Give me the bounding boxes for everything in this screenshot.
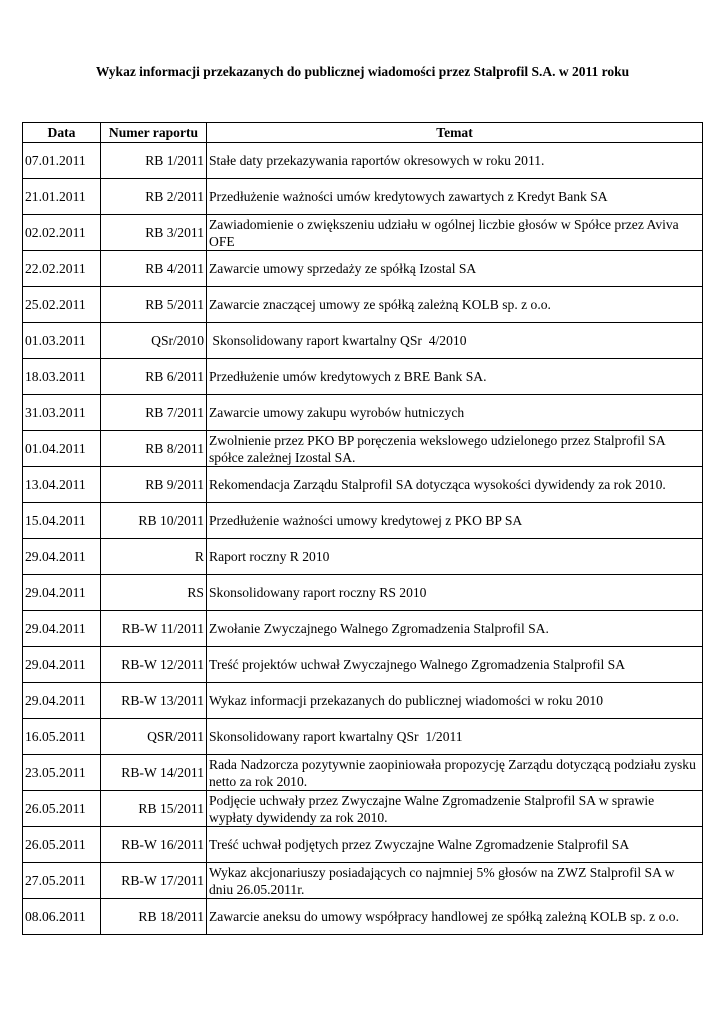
cell-date: 18.03.2011 <box>23 359 101 395</box>
table-row <box>23 683 703 719</box>
cell-date: 29.04.2011 <box>23 683 101 719</box>
cell-number: RB 15/2011 <box>101 791 207 827</box>
cell-topic: Skonsolidowany raport kwartalny QSr 1/2011 <box>207 719 703 755</box>
cell-topic: Zawarcie umowy zakupu wyrobów hutniczych <box>207 395 703 431</box>
table-row <box>23 755 703 791</box>
table-row <box>23 899 703 935</box>
cell-number: RB 9/2011 <box>101 467 207 503</box>
table-header-row <box>23 123 703 143</box>
table-row <box>23 539 703 575</box>
cell-topic: Zawiadomienie o zwiększeniu udziału w ogólnej liczbie głosów w Spółce przez Aviva OFE <box>207 215 703 251</box>
table-row <box>23 647 703 683</box>
cell-topic: Podjęcie uchwały przez Zwyczajne Walne Zgromadzenie Stalprofil SA w sprawie wypłaty dywidendy za rok 2010. <box>207 791 703 827</box>
cell-date: 25.02.2011 <box>23 287 101 323</box>
cell-number: QSR/2011 <box>101 719 207 755</box>
cell-number: RB 10/2011 <box>101 503 207 539</box>
page-title: Wykaz informacji przekazanych do publicznej wiadomości przez Stalprofil S.A. w 2011 roku <box>95 64 630 79</box>
cell-number: RB 2/2011 <box>101 179 207 215</box>
cell-number: RB-W 12/2011 <box>101 647 207 683</box>
table-row <box>23 791 703 827</box>
table-row <box>23 143 703 179</box>
cell-topic: Zwołanie Zwyczajnego Walnego Zgromadzenia Stalprofil SA. <box>207 611 703 647</box>
cell-number: RB 1/2011 <box>101 143 207 179</box>
table-row <box>23 575 703 611</box>
cell-number: RB-W 17/2011 <box>101 863 207 899</box>
table-row <box>23 287 703 323</box>
cell-number: RB 3/2011 <box>101 215 207 251</box>
table-row <box>23 359 703 395</box>
cell-number: RB 5/2011 <box>101 287 207 323</box>
cell-number: RB 4/2011 <box>101 251 207 287</box>
table-row <box>23 323 703 359</box>
cell-date: 27.05.2011 <box>23 863 101 899</box>
cell-number: RS <box>101 575 207 611</box>
table-row <box>23 863 703 899</box>
cell-date: 31.03.2011 <box>23 395 101 431</box>
cell-date: 21.01.2011 <box>23 179 101 215</box>
header-topic: Temat <box>207 123 703 143</box>
cell-topic: Zawarcie znaczącej umowy ze spółką zależną KOLB sp. z o.o. <box>207 287 703 323</box>
table-row <box>23 719 703 755</box>
cell-topic: Zwolnienie przez PKO BP poręczenia wekslowego udzielonego przez Stalprofil SA spółce zależnej Izostal SA. <box>207 431 703 467</box>
cell-date: 23.05.2011 <box>23 755 101 791</box>
table-row <box>23 215 703 251</box>
cell-number: RB 7/2011 <box>101 395 207 431</box>
cell-number: QSr/2010 <box>101 323 207 359</box>
cell-topic: Przedłużenie ważności umów kredytowych zawartych z Kredyt Bank SA <box>207 179 703 215</box>
cell-date: 26.05.2011 <box>23 791 101 827</box>
cell-number: RB 8/2011 <box>101 431 207 467</box>
cell-date: 29.04.2011 <box>23 611 101 647</box>
cell-number: RB-W 13/2011 <box>101 683 207 719</box>
cell-topic: Wykaz akcjonariuszy posiadających co najmniej 5% głosów na ZWZ Stalprofil SA w dniu 26.05.2011r. <box>207 863 703 899</box>
cell-number: R <box>101 539 207 575</box>
cell-date: 29.04.2011 <box>23 539 101 575</box>
header-number: Numer raportu <box>101 123 207 143</box>
cell-topic: Przedłużenie umów kredytowych z BRE Bank SA. <box>207 359 703 395</box>
cell-date: 29.04.2011 <box>23 575 101 611</box>
cell-number: RB-W 16/2011 <box>101 827 207 863</box>
cell-date: 01.04.2011 <box>23 431 101 467</box>
cell-topic: Skonsolidowany raport kwartalny QSr 4/2010 <box>207 323 703 359</box>
cell-topic: Skonsolidowany raport roczny RS 2010 <box>207 575 703 611</box>
table-row <box>23 395 703 431</box>
cell-date: 29.04.2011 <box>23 647 101 683</box>
cell-topic: Przedłużenie ważności umowy kredytowej z PKO BP SA <box>207 503 703 539</box>
reports-table <box>22 122 703 935</box>
header-date: Data <box>23 123 101 143</box>
cell-topic: Treść uchwał podjętych przez Zwyczajne Walne Zgromadzenie Stalprofil SA <box>207 827 703 863</box>
cell-date: 02.02.2011 <box>23 215 101 251</box>
cell-number: RB-W 11/2011 <box>101 611 207 647</box>
table-row <box>23 251 703 287</box>
cell-number: RB-W 14/2011 <box>101 755 207 791</box>
cell-date: 16.05.2011 <box>23 719 101 755</box>
cell-number: RB 18/2011 <box>101 899 207 935</box>
cell-topic: Zawarcie aneksu do umowy współpracy handlowej ze spółką zależną KOLB sp. z o.o. <box>207 899 703 935</box>
cell-number: RB 6/2011 <box>101 359 207 395</box>
table-row <box>23 827 703 863</box>
cell-date: 13.04.2011 <box>23 467 101 503</box>
cell-topic: Stałe daty przekazywania raportów okresowych w roku 2011. <box>207 143 703 179</box>
cell-date: 15.04.2011 <box>23 503 101 539</box>
cell-topic: Zawarcie umowy sprzedaży ze spółką Izostal SA <box>207 251 703 287</box>
cell-topic: Raport roczny R 2010 <box>207 539 703 575</box>
cell-date: 07.01.2011 <box>23 143 101 179</box>
cell-topic: Treść projektów uchwał Zwyczajnego Walnego Zgromadzenia Stalprofil SA <box>207 647 703 683</box>
table-row <box>23 611 703 647</box>
cell-topic: Rada Nadzorcza pozytywnie zaopiniowała propozycję Zarządu dotyczącą podziału zysku netto za rok 2010. <box>207 755 703 791</box>
cell-date: 26.05.2011 <box>23 827 101 863</box>
table-row <box>23 467 703 503</box>
cell-date: 01.03.2011 <box>23 323 101 359</box>
cell-topic: Rekomendacja Zarządu Stalprofil SA dotycząca wysokości dywidendy za rok 2010. <box>207 467 703 503</box>
table-row <box>23 431 703 467</box>
table-row <box>23 179 703 215</box>
cell-topic: Wykaz informacji przekazanych do publicznej wiadomości w roku 2010 <box>207 683 703 719</box>
cell-date: 08.06.2011 <box>23 899 101 935</box>
cell-date: 22.02.2011 <box>23 251 101 287</box>
table-row <box>23 503 703 539</box>
